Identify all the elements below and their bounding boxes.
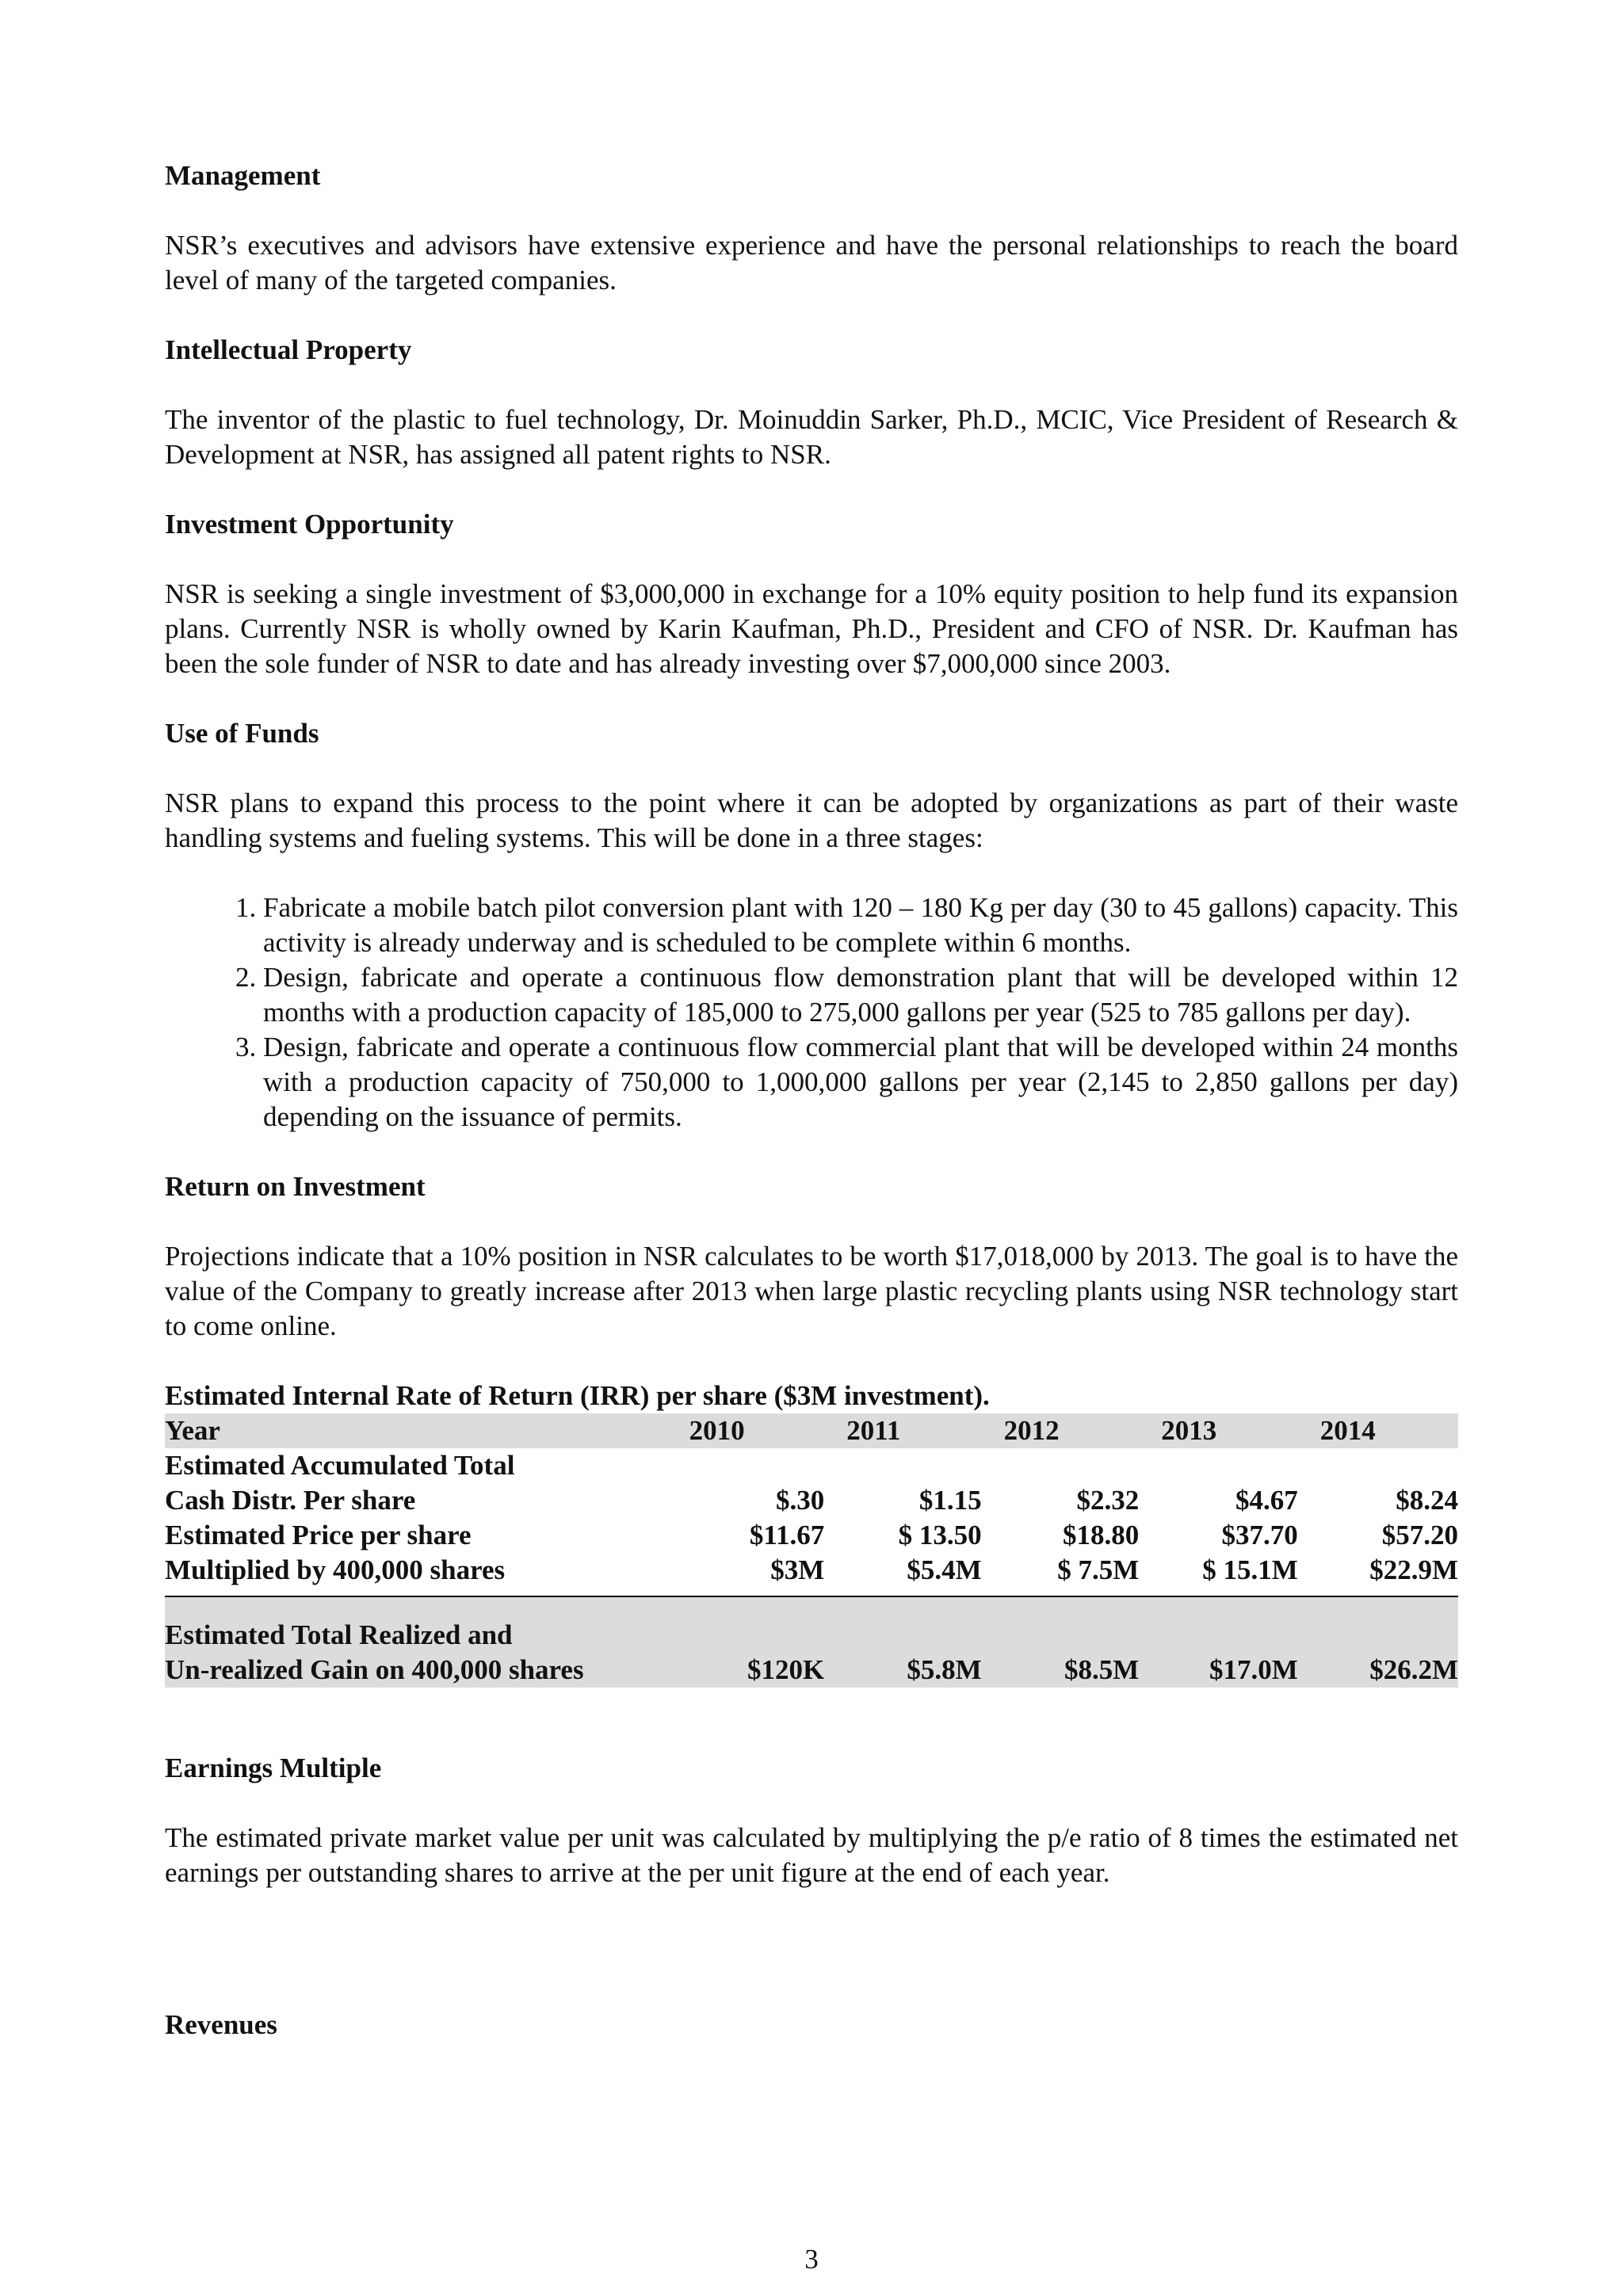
document-page [165,158,1458,2077]
table-cell: $ 13.50 [898,1520,982,1550]
year-header: 2014 [1298,1413,1458,1448]
row-label: Multiplied by 400,000 shares [165,1554,506,1585]
table-cell: $18.80 [1063,1520,1140,1550]
table-cell: $3M [770,1554,825,1585]
stage-item: 3. Design, fabricate and operate a continuous flow commercial plant that will be developed within 24 months with a production capacity of 750,000 to 1,000,000 gallons per year (2,145 to 2,850 gallons per day) depending on the issuance of permits. [263,1030,1458,1135]
table-divider [165,1588,1458,1596]
earnings-multiple-heading: Earnings Multiple [165,1753,382,1783]
use-of-funds-heading: Use of Funds [165,718,319,749]
table-cell: $2.32 [1076,1485,1140,1516]
use-of-funds-paragraph: NSR plans to expand this process to the point where it can be adopted by organizations as part of their waste handling systems and fueling systems. This will be done in a three stages: [165,788,1458,853]
gain-label-line1: Estimated Total Realized and [165,1618,667,1653]
investment-opportunity-heading: Investment Opportunity [165,509,454,540]
management-heading: Management [165,160,321,191]
table-row [165,1553,1458,1588]
gain-row [165,1653,1458,1688]
gain-row [165,1618,1458,1653]
table-cell: $11.67 [749,1520,825,1550]
table-cell: $57.20 [1381,1520,1458,1550]
stages-list [165,891,1458,1135]
gain-label-line2: Un-realized Gain on 400,000 shares [165,1653,667,1688]
return-on-investment-paragraph: Projections indicate that a 10% position in NSR calculates to be worth $17,018,000 by 2013. The goal is to have the value of the Company to greatly increase after 2013 when large plastic recycling plants using NSR technology start to come online. [165,1241,1458,1341]
return-on-investment-heading: Return on Investment [165,1171,426,1202]
gain-cell: $8.5M [982,1653,1140,1688]
table-row [165,1518,1458,1553]
year-header: 2012 [982,1413,1140,1448]
table-cell: $5.4M [907,1554,982,1585]
investment-opportunity-paragraph: NSR is seeking a single investment of $3,000,000 in exchange for a 10% equity position to help fund its expansion plans. Currently NSR is wholly owned by Karin Kaufman, Ph.D., President and CFO of NSR. Dr. Kaufman has been the sole funder of NSR to date and has already investing over $7,000,000 since 2003. [165,578,1458,679]
table-row [165,1448,1458,1483]
page-number: 3 [804,2244,819,2275]
stage-item: 2. Design, fabricate and operate a continuous flow demonstration plant that will be developed within 12 months with a production capacity of 185,000 to 275,000 gallons per year (525 to 785 gallons per day). [263,960,1458,1030]
management-paragraph: NSR’s executives and advisors have extensive experience and have the personal relationships to reach the board level of many of the targeted companies. [165,230,1458,296]
table-cell: $ 7.5M [1057,1554,1140,1585]
table-cell: $8.24 [1396,1485,1458,1516]
table-cell: $37.70 [1221,1520,1298,1550]
gain-spacer [165,1596,1458,1618]
row-label: Estimated Price per share [165,1520,472,1550]
irr-table-title: Estimated Internal Rate of Return (IRR) per share ($3M investment). [165,1380,990,1411]
gain-cell: $120K [667,1653,825,1688]
stage-item: 1. Fabricate a mobile batch pilot conversion plant with 120 – 180 Kg per day (30 to 45 gallons) capacity. This activity is already underway and is scheduled to be complete within 6 months. [263,891,1458,960]
table-row [165,1483,1458,1518]
gain-cell: $26.2M [1298,1653,1458,1688]
table-header-label: Year [165,1413,667,1448]
table-cell: $ 15.1M [1202,1554,1298,1585]
gain-cell: $5.8M [824,1653,981,1688]
row-label: Cash Distr. Per share [165,1485,416,1516]
year-header: 2010 [667,1413,825,1448]
row-label [165,1448,667,1483]
earnings-multiple-paragraph: The estimated private market value per unit was calculated by multiplying the p/e ratio of 8 times the estimated net earnings per outstanding shares to arrive at the per unit figure at the end of each year. [165,1822,1458,1888]
table-cell: $22.9M [1369,1554,1458,1585]
year-header: 2013 [1139,1413,1297,1448]
irr-table [165,1413,1458,1688]
intellectual-property-paragraph: The inventor of the plastic to fuel technology, Dr. Moinuddin Sarker, Ph.D., MCIC, Vice President of Research & Development at NSR, has assigned all patent rights to NSR. [165,404,1458,470]
table-header-row [165,1413,1458,1448]
table-cell: $4.67 [1235,1485,1298,1516]
intellectual-property-heading: Intellectual Property [165,334,412,365]
table-cell: $1.15 [918,1485,982,1516]
table-cell: $.30 [776,1485,825,1516]
year-header: 2011 [824,1413,981,1448]
gain-cell: $17.0M [1139,1653,1297,1688]
revenues-heading: Revenues [165,2009,277,2040]
row-label-line1: Estimated Accumulated Total [165,1450,515,1481]
